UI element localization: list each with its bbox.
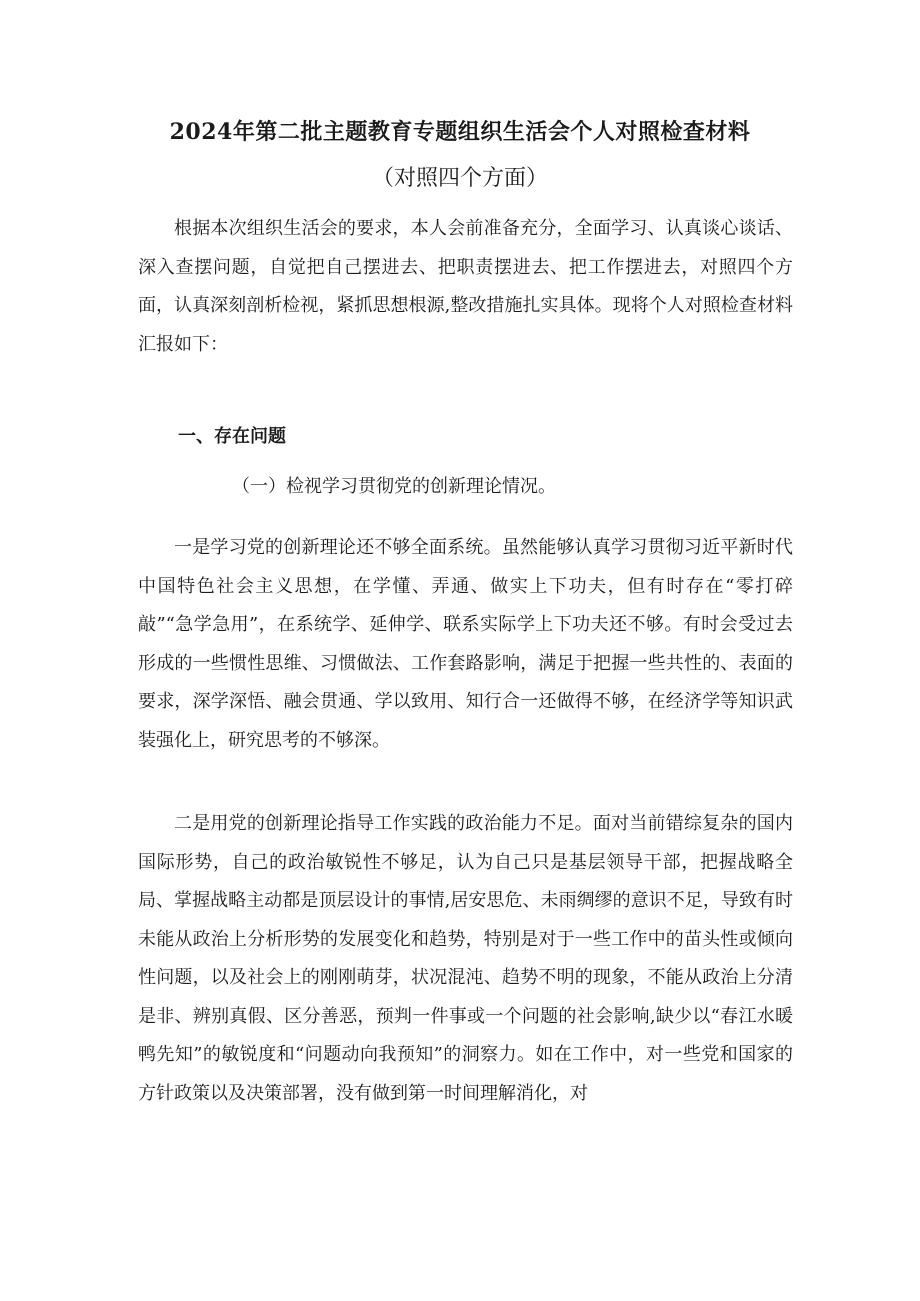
body-paragraph-1: 一是学习党的创新理论还不够全面系统。虽然能够认真学习贯彻习近平新时代中国特色社会主义思想，在学懂、弄通、做实上下功夫，但有时存在“零打碎敲”“急学急用”，在系统学、延伸学、联系实际学上下功夫还不够。有时会受过去形成的一些惯性思维、习惯做法、工作套路影响，满足于把握一些共性的、表面的要求，深学深悟、融会贯通、学以致用、知行合一还做得不够，在经济学等知识武装强化上，研究思考的不够深。 — [138, 537, 793, 751]
subsection-heading-theory: （一）检视学习贯彻党的创新理论情况。 — [232, 476, 556, 497]
document-subtitle: （对照四个方面） — [371, 166, 548, 191]
section-heading-issues: 一、存在问题 — [178, 426, 286, 447]
intro-paragraph: 根据本次组织生活会的要求，本人会前准备充分，全面学习、认真谈心谈话、深入查摆问题，自觉把自己摆进去、把职责摆进去、把工作摆进去，对照四个方面，认真深刻剖析检视，紧抓思想根源,整改措施扎实具体。现将个人对照检查材料汇报如下： — [138, 218, 793, 355]
body-paragraph-2: 二是用党的创新理论指导工作实践的政治能力不足。面对当前错综复杂的国内国际形势，自己的政治敏锐性不够足，认为自己只是基层领导干部，把握战略全局、掌握战略主动都是顶层设计的事情,居安思危、未雨绸缪的意识不足，导致有时未能从政治上分析形势的发展变化和趋势，特别是对于一些工作中的苗头性或倾向性问题，以及社会上的刚刚萌芽，状况混沌、趋势不明的现象，不能从政治上分清是非、辨别真假、区分善恶，预判一件事或一个问题的社会影响,缺少以“春江水暖鸭先知”的敏锐度和“问题动向我预知”的洞察力。如在工作中，对一些党和国家的方针政策以及决策部署，没有做到第一时间理解消化，对 — [138, 813, 793, 1104]
document-title: 2024年第二批主题教育专题组织生活会个人对照检查材料 — [169, 119, 751, 145]
